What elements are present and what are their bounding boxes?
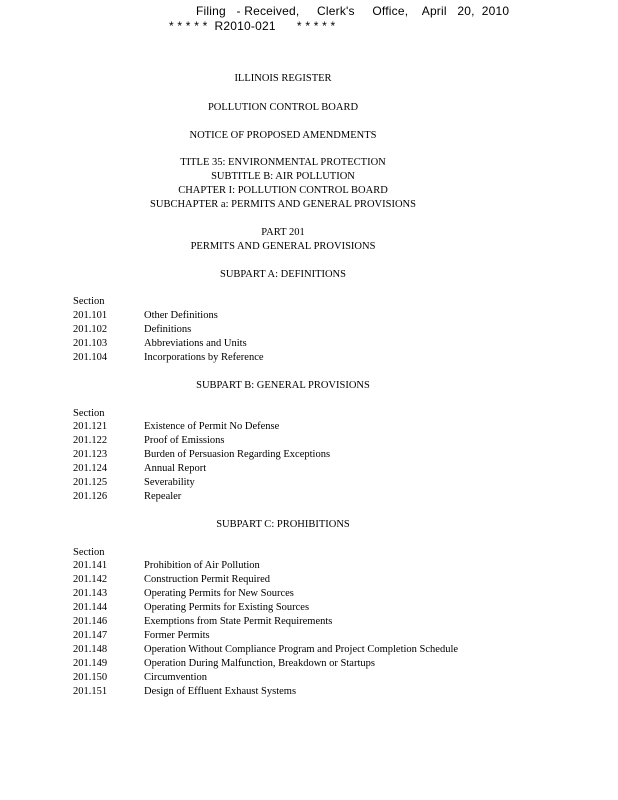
section-number: 201.125 [73, 477, 108, 488]
notice-heading: NOTICE OF PROPOSED AMENDMENTS [189, 130, 377, 141]
section-title: Definitions [144, 324, 192, 335]
section-number: 201.149 [73, 658, 108, 669]
section-number: 201.141 [73, 560, 108, 571]
section-title: Severability [144, 477, 195, 488]
subtitle-heading: SUBTITLE B: AIR POLLUTION [211, 171, 355, 182]
section-label: Section [73, 296, 105, 307]
section-number: 201.123 [73, 449, 108, 460]
section-number: 201.146 [73, 616, 108, 627]
section-title: Operation During Malfunction, Breakdown or Startups [144, 658, 375, 669]
section-title: Existence of Permit No Defense [144, 421, 280, 432]
part-title-heading: PERMITS AND GENERAL PROVISIONS [190, 241, 376, 252]
section-number: 201.147 [73, 630, 108, 641]
board-heading: POLLUTION CONTROL BOARD [207, 102, 359, 113]
filing-stamp-line: Filing - Received, Clerk's Office, April 20, 2010 [196, 4, 510, 18]
section-label: Section [73, 408, 105, 419]
subpart-c-heading: SUBPART C: PROHIBITIONS [216, 519, 350, 530]
section-title: Design of Effluent Exhaust Systems [144, 686, 297, 697]
section-number: 201.103 [73, 338, 108, 349]
section-number: 201.104 [73, 352, 108, 363]
section-number: 201.144 [73, 602, 108, 613]
chapter-heading: CHAPTER I: POLLUTION CONTROL BOARD [178, 185, 388, 196]
section-number: 201.122 [73, 435, 108, 446]
section-label: Section [73, 547, 105, 558]
section-number: 201.124 [73, 463, 108, 474]
section-title: Exemptions from State Permit Requirements [144, 616, 333, 627]
section-title: Construction Permit Required [144, 574, 270, 585]
section-number: 201.148 [73, 644, 108, 655]
docket-number-line: * * * * * R2010-021 * * * * * [169, 19, 336, 33]
section-title: Repealer [144, 491, 182, 502]
section-number: 201.126 [73, 491, 108, 502]
subpart-b-heading: SUBPART B: GENERAL PROVISIONS [196, 380, 370, 391]
section-number: 201.121 [73, 421, 108, 432]
section-title: Proof of Emissions [144, 435, 225, 446]
section-title: Burden of Persuasion Regarding Exceptions [144, 449, 331, 460]
section-title: Operation Without Compliance Program and Project Completion Schedule [144, 644, 459, 655]
section-number: 201.150 [73, 672, 108, 683]
subchapter-heading: SUBCHAPTER a: PERMITS AND GENERAL PROVISIONS [150, 199, 416, 210]
section-title: Abbreviations and Units [144, 338, 247, 349]
section-title: Prohibition of Air Pollution [144, 560, 260, 571]
part-heading: PART 201 [261, 227, 305, 238]
section-title: Former Permits [144, 630, 210, 641]
section-title: Incorporations by Reference [144, 352, 264, 363]
section-number: 201.101 [73, 310, 108, 321]
section-number: 201.102 [73, 324, 108, 335]
section-number: 201.151 [73, 686, 108, 697]
section-title: Circumvention [144, 672, 207, 683]
title-heading: TITLE 35: ENVIRONMENTAL PROTECTION [180, 157, 386, 168]
section-title: Other Definitions [144, 310, 218, 321]
subpart-a-heading: SUBPART A: DEFINITIONS [220, 269, 346, 280]
register-heading: ILLINOIS REGISTER [234, 73, 332, 84]
section-title: Operating Permits for New Sources [144, 588, 294, 599]
section-title: Annual Report [144, 463, 207, 474]
section-number: 201.142 [73, 574, 108, 585]
section-title: Operating Permits for Existing Sources [144, 602, 310, 613]
section-number: 201.143 [73, 588, 108, 599]
